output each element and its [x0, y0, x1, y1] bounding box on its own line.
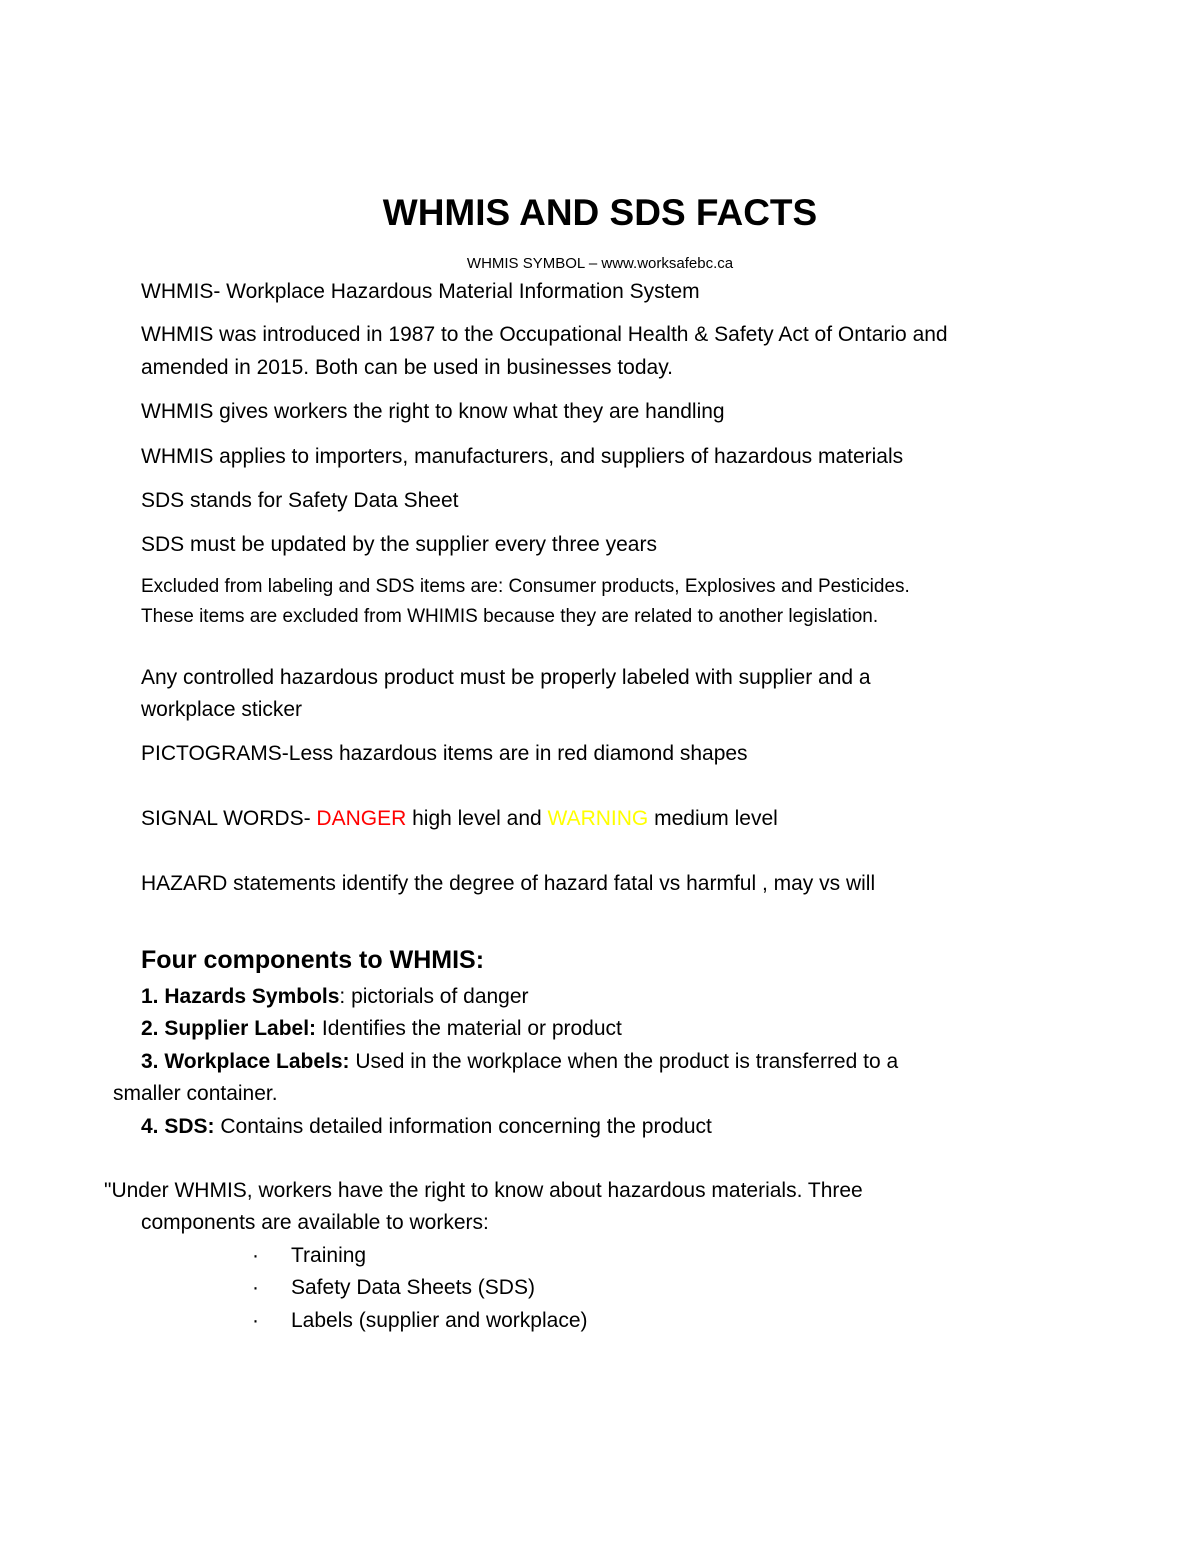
component-text: Identifies the material or product — [316, 1017, 622, 1040]
component-item-4 — [141, 1111, 712, 1143]
bullet-dot: · — [252, 1276, 259, 1299]
bullet-labels: Labels (supplier and workplace) — [291, 1309, 588, 1332]
bullet-training: Training — [291, 1244, 367, 1267]
component-label: 2. Supplier Label: — [141, 1017, 317, 1040]
quote-line2: components are available to workers: — [141, 1211, 489, 1234]
fact-labeling-line1: Any controlled hazardous product must be properly labeled with supplier and a — [141, 666, 871, 689]
bullet-sds: Safety Data Sheets (SDS) — [291, 1276, 535, 1299]
quote-line1: "Under WHMIS, workers have the right to know about hazardous materials. Three — [104, 1179, 863, 1202]
component-item-3-continuation: smaller container. — [113, 1082, 278, 1105]
subtitle-source: WHMIS SYMBOL – www.worksafebc.ca — [466, 255, 734, 272]
fact-excluded-line2: These items are excluded from WHIMIS because they are related to another legislation. — [141, 606, 879, 627]
signal-words-middle: high level and — [406, 807, 548, 830]
component-label: 1. Hazards Symbols — [141, 985, 340, 1008]
fact-introduced-line2: amended in 2015. Both can be used in businesses today. — [141, 356, 673, 379]
component-text: : pictorials of danger — [339, 985, 529, 1008]
signal-words-line — [141, 802, 778, 835]
signal-word-warning: WARNING — [547, 807, 649, 830]
fact-sds-updated: SDS must be updated by the supplier every three years — [141, 533, 657, 556]
components-heading: Four components to WHMIS: — [141, 946, 485, 974]
fact-right-to-know: WHMIS gives workers the right to know what they are handling — [141, 400, 725, 423]
component-item-1 — [141, 981, 529, 1013]
bullet-dot: · — [252, 1309, 259, 1332]
component-text: Used in the workplace when the product is transferred to a — [349, 1050, 899, 1073]
signal-word-danger: DANGER — [316, 807, 407, 830]
component-label: 3. Workplace Labels: — [141, 1050, 350, 1073]
component-item-2 — [141, 1013, 622, 1045]
component-item-3 — [141, 1046, 898, 1078]
fact-applies-to: WHMIS applies to importers, manufacturers, and suppliers of hazardous materials — [141, 445, 904, 468]
fact-pictograms: PICTOGRAMS-Less hazardous items are in red diamond shapes — [141, 742, 748, 765]
component-text: Contains detailed information concerning the product — [214, 1115, 712, 1138]
page-title: WHMIS AND SDS FACTS — [382, 192, 818, 233]
fact-sds-stands-for: SDS stands for Safety Data Sheet — [141, 489, 459, 512]
fact-excluded-line1: Excluded from labeling and SDS items are: Consumer products, Explosives and Pesticides. — [141, 576, 910, 597]
bullet-dot: · — [252, 1244, 259, 1267]
fact-hazard-statements: HAZARD statements identify the degree of hazard fatal vs harmful , may vs will — [141, 872, 876, 895]
signal-words-suffix: medium level — [648, 807, 778, 830]
component-label: 4. SDS: — [141, 1115, 215, 1138]
fact-labeling-line2: workplace sticker — [141, 698, 303, 721]
signal-words-prefix: SIGNAL WORDS- — [141, 807, 317, 830]
fact-introduced-line1: WHMIS was introduced in 1987 to the Occupational Health & Safety Act of Ontario and — [141, 323, 948, 346]
fact-whmis-definition: WHMIS- Workplace Hazardous Material Information System — [141, 280, 700, 303]
